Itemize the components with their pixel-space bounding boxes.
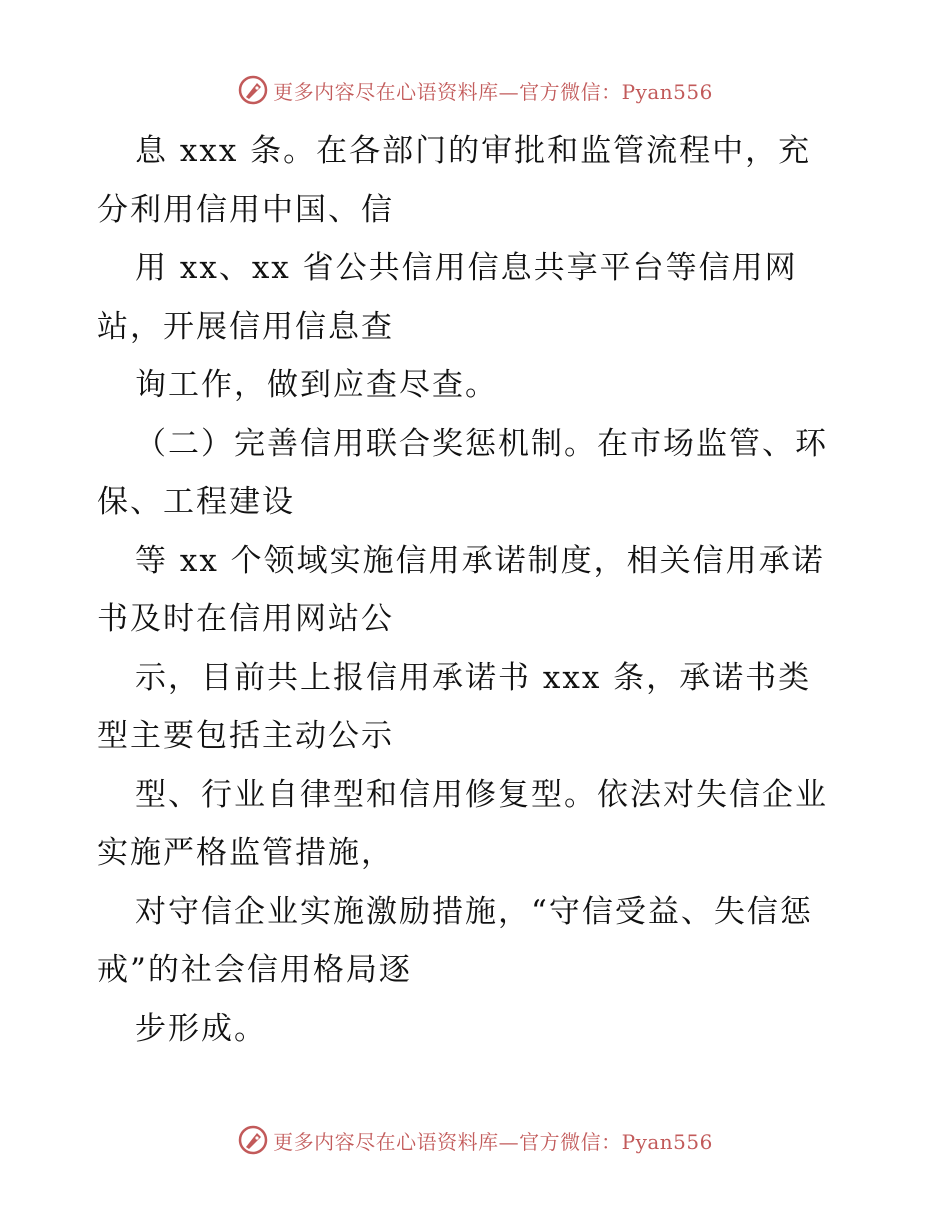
text-line: （二）完善信用联合奖惩机制。在市场监管、环	[135, 425, 828, 462]
text-line: 询工作，做到应查尽查。	[135, 367, 498, 403]
text-line: 步形成。	[135, 1010, 267, 1047]
text-line: 站，开展信用信息查	[97, 308, 394, 345]
text-line: 书及时在信用网站公	[97, 601, 394, 637]
footer-banner	[0, 1120, 950, 1160]
text-line: 用 xx、xx 省公共信用信息共享平台等信用网	[135, 250, 798, 286]
text-line: 戒”的社会信用格局逐	[97, 952, 412, 988]
text-line: 等 xx 个领域实施信用承诺制度，相关信用承诺	[135, 542, 825, 579]
header-banner-text: 更多内容尽在心语资料库—官方微信：Pyan556	[273, 79, 713, 104]
text-line: 保、工程建设	[97, 484, 295, 520]
body-text	[97, 122, 857, 1058]
footer-banner-text: 更多内容尽在心语资料库—官方微信：Pyan556	[273, 1129, 713, 1154]
pen-nib-logo-icon	[237, 74, 269, 106]
text-line: 示，目前共上报信用承诺书 xxx 条，承诺书类	[135, 659, 812, 696]
text-line: 型、行业自律型和信用修复型。依法对失信企业	[135, 776, 828, 813]
text-line: 息 xxx 条。在各部门的审批和监管流程中，充	[135, 133, 812, 169]
text-line: 对守信企业实施激励措施，“守信受益、失信惩	[135, 893, 813, 930]
header-banner	[0, 70, 950, 110]
pen-nib-logo-icon	[237, 1124, 269, 1156]
text-line: 分利用信用中国、信	[97, 191, 394, 228]
text-line: 实施严格监管措施，	[97, 835, 394, 871]
text-line: 型主要包括主动公示	[97, 718, 394, 754]
